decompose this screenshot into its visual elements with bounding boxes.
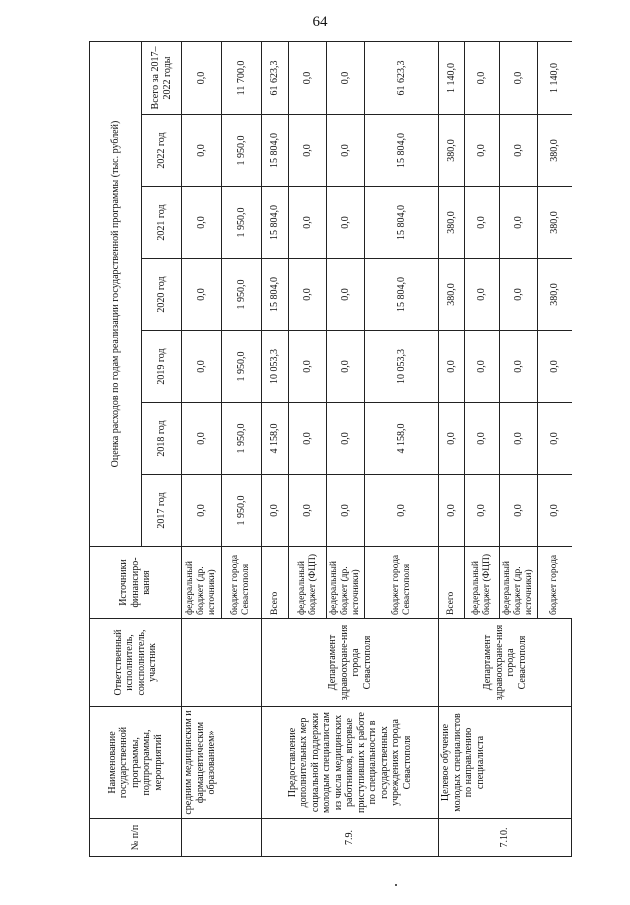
scan-speck	[395, 884, 397, 886]
header-estimate: Оценка расходов по годам реализации государственной программы (тыс. рублей)	[90, 41, 142, 546]
header-year: 2021 год	[142, 187, 182, 259]
row-value: 380,0	[439, 259, 464, 331]
row-value: 15 804,0	[364, 259, 439, 331]
row-value: 1 140,0	[538, 41, 572, 114]
row-value: 0,0	[464, 115, 500, 187]
row-value: 0,0	[289, 475, 327, 547]
row-value: 0,0	[289, 41, 327, 114]
row-value: 0,0	[289, 403, 327, 475]
row-value: 1 140,0	[439, 41, 464, 114]
row-responsible: Департамент здравоохране-ния города Севастополя	[439, 619, 572, 707]
row-value: 15 804,0	[261, 115, 288, 187]
row-value: 0,0	[327, 475, 365, 547]
row-value: 4 158,0	[364, 403, 439, 475]
page-number: 64	[312, 14, 328, 30]
row-value: 1 950,0	[221, 259, 261, 331]
row-source: федеральный бюджет (ФЦП)	[289, 547, 327, 619]
row-value: 380,0	[439, 187, 464, 259]
row-source: Всего	[439, 547, 464, 619]
row-value: 0,0	[289, 115, 327, 187]
row-value: 0,0	[182, 331, 222, 403]
header-year: 2022 год	[142, 115, 182, 187]
header-year: 2019 год	[142, 331, 182, 403]
row-value: 15 804,0	[261, 187, 288, 259]
row-value: 1 950,0	[221, 475, 261, 547]
row-value: 380,0	[538, 115, 572, 187]
row-value: 1 950,0	[221, 187, 261, 259]
row-value: 15 804,0	[364, 115, 439, 187]
header-name: Наименование государственной программы, подпрограммы, мероприятий	[90, 707, 182, 819]
row-value: 0,0	[538, 331, 572, 403]
row-value: 0,0	[464, 331, 500, 403]
row-value: 0,0	[500, 475, 538, 547]
row-name: средним медицинским и фармацевтическим образованием»	[182, 707, 262, 819]
row-value: 0,0	[182, 41, 222, 114]
row-source: федеральный бюджет (др. источники)	[500, 547, 538, 619]
row-source: федеральный бюджет (ФЦП)	[464, 547, 500, 619]
row-value: 0,0	[182, 259, 222, 331]
row-num: 7.10.	[439, 819, 572, 857]
row-value: 10 053,3	[261, 331, 288, 403]
row-value: 0,0	[364, 475, 439, 547]
row-value: 0,0	[500, 187, 538, 259]
table-row	[182, 41, 222, 856]
table-row	[439, 41, 464, 856]
row-value: 15 804,0	[364, 187, 439, 259]
row-value: 0,0	[289, 331, 327, 403]
row-value: 0,0	[464, 259, 500, 331]
row-source: бюджет города	[538, 547, 572, 619]
header-year-total: Всего за 2017–2022 годы	[142, 41, 182, 114]
row-source: бюджет города Севастополя	[364, 547, 439, 619]
row-value: 0,0	[500, 403, 538, 475]
row-value: 380,0	[538, 259, 572, 331]
row-value: 0,0	[464, 187, 500, 259]
row-value: 0,0	[289, 187, 327, 259]
row-value: 0,0	[182, 187, 222, 259]
rotated-table-container	[89, 42, 572, 857]
row-value: 15 804,0	[261, 259, 288, 331]
row-value: 0,0	[327, 403, 365, 475]
row-value: 0,0	[327, 187, 365, 259]
header-year: 2020 год	[142, 259, 182, 331]
row-source: федеральный бюджет (др. источники)	[182, 547, 222, 619]
header-year: 2017 год	[142, 475, 182, 547]
row-name: Целевое обучение молодых специалистов по направлению специалиста	[439, 707, 572, 819]
row-value: 0,0	[500, 115, 538, 187]
row-num	[182, 819, 262, 857]
row-value: 0,0	[464, 403, 500, 475]
row-value: 10 053,3	[364, 331, 439, 403]
row-value: 0,0	[439, 331, 464, 403]
row-value: 0,0	[500, 41, 538, 114]
row-source: бюджет города Севастополя	[221, 547, 261, 619]
header-year: 2018 год	[142, 403, 182, 475]
row-value: 0,0	[464, 475, 500, 547]
row-value: 380,0	[439, 115, 464, 187]
row-source: Всего	[261, 547, 288, 619]
header-sources: Источники финансиро-вания	[90, 547, 182, 619]
row-value: 0,0	[182, 475, 222, 547]
row-value: 1 950,0	[221, 403, 261, 475]
header-num: № п/п	[90, 819, 182, 857]
row-value: 0,0	[439, 475, 464, 547]
row-source: федеральный бюджет (др. источники)	[327, 547, 365, 619]
row-value: 1 950,0	[221, 115, 261, 187]
row-value: 4 158,0	[261, 403, 288, 475]
row-value: 0,0	[327, 259, 365, 331]
row-value: 0,0	[261, 475, 288, 547]
row-value: 380,0	[538, 187, 572, 259]
row-value: 11 700,0	[221, 41, 261, 114]
row-value: 61 623,3	[261, 41, 288, 114]
row-value: 0,0	[327, 41, 365, 114]
row-value: 0,0	[182, 403, 222, 475]
row-value: 1 950,0	[221, 331, 261, 403]
row-value: 0,0	[464, 41, 500, 114]
header-responsible: Ответственный исполнитель, соисполнитель, участник	[90, 619, 182, 707]
row-value: 0,0	[439, 403, 464, 475]
table-row	[261, 41, 288, 856]
row-value: 0,0	[327, 115, 365, 187]
row-name: Предоставление дополнительных мер социальной поддержки молодым специалистам из числа медицинских работников, впервые приступивших к работе по специальности в государственных учреждениях города Севастополя	[261, 707, 439, 819]
row-value: 0,0	[538, 403, 572, 475]
row-value: 61 623,3	[364, 41, 439, 114]
row-value: 0,0	[500, 259, 538, 331]
row-responsible	[182, 619, 262, 707]
budget-table	[89, 41, 572, 857]
row-num: 7.9.	[261, 819, 439, 857]
row-value: 0,0	[327, 331, 365, 403]
row-value: 0,0	[289, 259, 327, 331]
row-value: 0,0	[500, 331, 538, 403]
row-value: 0,0	[538, 475, 572, 547]
row-responsible: Департамент здравоохране-ния города Севастополя	[261, 619, 439, 707]
row-value: 0,0	[182, 115, 222, 187]
